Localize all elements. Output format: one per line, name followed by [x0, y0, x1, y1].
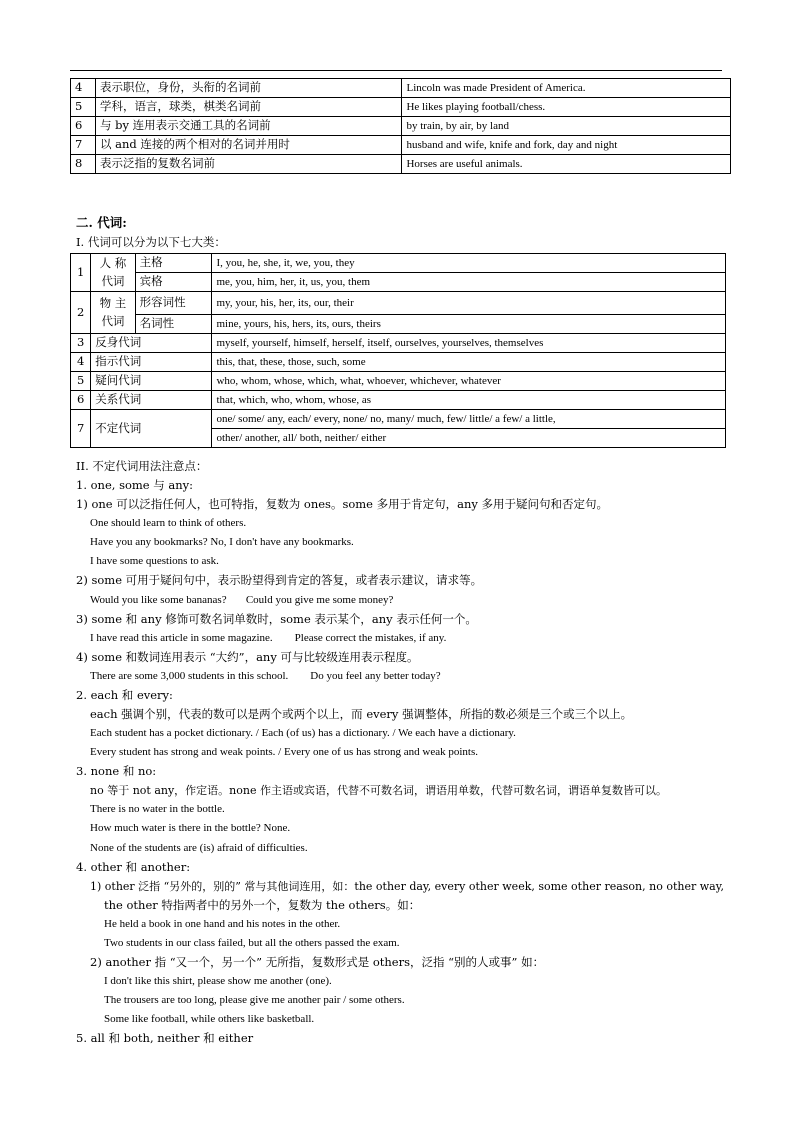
article-usage-table — [70, 78, 731, 174]
pronoun-category-table — [70, 253, 726, 448]
row-number: 2 — [71, 292, 91, 334]
rule-text: each 强调个别，代表的数可以是两个或两个以上，而 every 强调整体，所指的数必须是三个或三个以上。 — [90, 707, 633, 721]
example-cell: I, you, he, she, it, we, you, they — [212, 254, 726, 273]
table-row — [71, 254, 726, 273]
example-cell: one/ some/ any, each/ every, none/ no, many/ much, few/ little/ a few/ a little, — [212, 410, 726, 429]
subsection-heading: 5. all 和 both, neither 和 either — [76, 1031, 254, 1045]
row-number: 7 — [71, 410, 91, 448]
row-number: 4 — [71, 353, 91, 372]
table-row — [71, 410, 726, 429]
row-number: 6 — [71, 391, 91, 410]
subsection-heading: 3. none 和 no: — [76, 764, 157, 778]
rule-text: 2) some 可用于疑问句中，表示盼望得到肯定的答复，或者表示建议，请求等。 — [76, 573, 483, 587]
table-row — [71, 79, 731, 98]
example-sentence: Have you any bookmarks? No, I don't have any bookmarks. — [90, 536, 354, 548]
example-cell: my, your, his, her, its, our, their — [212, 292, 726, 315]
category-cell: 反身代词 — [91, 334, 212, 353]
table-row — [71, 155, 731, 174]
section-title: 二. 代词: — [76, 215, 127, 230]
subcategory-cell: 名词性 — [135, 315, 212, 334]
subsection-heading: 2. each 和 every: — [76, 688, 173, 702]
table-row — [71, 292, 726, 315]
row-number: 8 — [71, 155, 96, 174]
row-number: 7 — [71, 136, 96, 155]
example-cell: by train, by air, by land — [402, 117, 731, 136]
subsection-heading: 4. other 和 another: — [76, 860, 191, 874]
table-row — [71, 334, 726, 353]
row-number: 5 — [71, 98, 96, 117]
rule-text: 3) some 和 any 修饰可数名词单数时，some 表示某个，any 表示任何一个。 — [76, 612, 477, 626]
example-sentence: I have read this article in some magazine. Please correct the mistakes, if any. — [90, 632, 447, 644]
row-number: 1 — [71, 254, 91, 292]
example-cell: who, whom, whose, which, what, whoever, whichever, whatever — [212, 372, 726, 391]
table-row — [71, 98, 731, 117]
category-cell: 不定代词 — [91, 410, 212, 448]
section-intro: I. 代词可以分为以下七大类： — [76, 235, 226, 249]
example-cell: Horses are useful animals. — [402, 155, 731, 174]
rule-text: 4) some 和数词连用表示 “大约”，any 可与比较级连用表示程度。 — [76, 650, 419, 664]
subcategory-cell: 形容词性 — [135, 292, 212, 315]
table-row — [71, 315, 726, 334]
example-cell: that, which, who, whom, whose, as — [212, 391, 726, 410]
rule-text: 1) one 可以泛指任何人，也可特指，复数为 ones。some 多用于肯定句，any 多用于疑问句和否定句。 — [76, 497, 609, 511]
row-number: 4 — [71, 79, 96, 98]
row-number: 6 — [71, 117, 96, 136]
example-cell: other/ another, all/ both, neither/ either — [212, 429, 726, 448]
table-row — [71, 372, 726, 391]
example-cell: Lincoln was made President of America. — [402, 79, 731, 98]
header-rule — [70, 70, 722, 71]
example-cell: this, that, these, those, such, some — [212, 353, 726, 372]
example-sentence: How much water is there in the bottle? None. — [90, 822, 291, 834]
example-sentence: Every student has strong and weak points. / Every one of us has strong and weak points. — [90, 746, 478, 758]
example-sentence: Two students in our class failed, but all the others passed the exam. — [104, 937, 400, 949]
table-row — [71, 353, 726, 372]
example-cell: myself, yourself, himself, herself, itself, ourselves, yourselves, themselves — [212, 334, 726, 353]
example-sentence: Would you like some bananas? Could you give me some money? — [90, 594, 394, 606]
row-number: 3 — [71, 334, 91, 353]
table-row — [71, 117, 731, 136]
example-sentence: There are some 3,000 students in this school. Do you feel any better today? — [90, 670, 441, 682]
rule-cell: 表示职位，身份，头衔的名词前 — [95, 79, 402, 98]
rule-cell: 与 by 连用表示交通工具的名词前 — [95, 117, 402, 136]
table-row — [71, 273, 726, 292]
example-sentence: There is no water in the bottle. — [90, 803, 225, 815]
category-cell: 物 主代词 — [91, 292, 135, 334]
category-cell: 人 称代词 — [91, 254, 135, 292]
example-sentence: I have some questions to ask. — [90, 555, 219, 567]
example-cell: mine, yours, his, hers, its, ours, theirs — [212, 315, 726, 334]
table-row — [71, 391, 726, 410]
example-sentence: The trousers are too long, please give me another pair / some others. — [104, 994, 405, 1006]
example-sentence: He held a book in one hand and his notes in the other. — [104, 918, 341, 930]
category-cell: 疑问代词 — [91, 372, 212, 391]
rule-cell: 表示泛指的复数名词前 — [95, 155, 402, 174]
example-sentence: Each student has a pocket dictionary. / Each (of us) has a dictionary. / We each have a dictionary. — [90, 727, 516, 739]
table-row — [71, 136, 731, 155]
row-number: 5 — [71, 372, 91, 391]
example-cell: He likes playing football/chess. — [402, 98, 731, 117]
example-cell: husband and wife, knife and fork, day and night — [402, 136, 731, 155]
notes-heading: II. 不定代词用法注意点： — [76, 459, 208, 473]
rule-cell: 以 and 连接的两个相对的名词并用时 — [95, 136, 402, 155]
rule-text: 1) other 泛指 “另外的，别的” 常与其他词连用，如：the other day, every other week, some other reason, no other way, — [90, 880, 724, 893]
example-sentence: I don't like this shirt, please show me another (one). — [104, 975, 332, 987]
subcategory-cell: 主格 — [135, 254, 212, 273]
rule-cell: 学科，语言，球类，棋类名词前 — [95, 98, 402, 117]
rule-text: 2) another 指 “又一个，另一个” 无所指，复数形式是 others，泛指 “别的人或事” 如： — [90, 955, 545, 969]
example-sentence: None of the students are (is) afraid of difficulties. — [90, 842, 308, 854]
subcategory-cell: 宾格 — [135, 273, 212, 292]
example-cell: me, you, him, her, it, us, you, them — [212, 273, 726, 292]
example-sentence: Some like football, while others like basketball. — [104, 1013, 315, 1025]
rule-text: no 等于 not any，作定语。none 作主语或宾语，代替不可数名词，谓语用单数，代替可数名词，谓语单复数皆可以。 — [90, 784, 667, 797]
category-cell: 指示代词 — [91, 353, 212, 372]
category-cell: 关系代词 — [91, 391, 212, 410]
rule-text: the other 特指两者中的另外一个，复数为 the others。如： — [104, 898, 421, 912]
example-sentence: One should learn to think of others. — [90, 517, 247, 529]
subsection-heading: 1. one, some 与 any: — [76, 478, 194, 492]
